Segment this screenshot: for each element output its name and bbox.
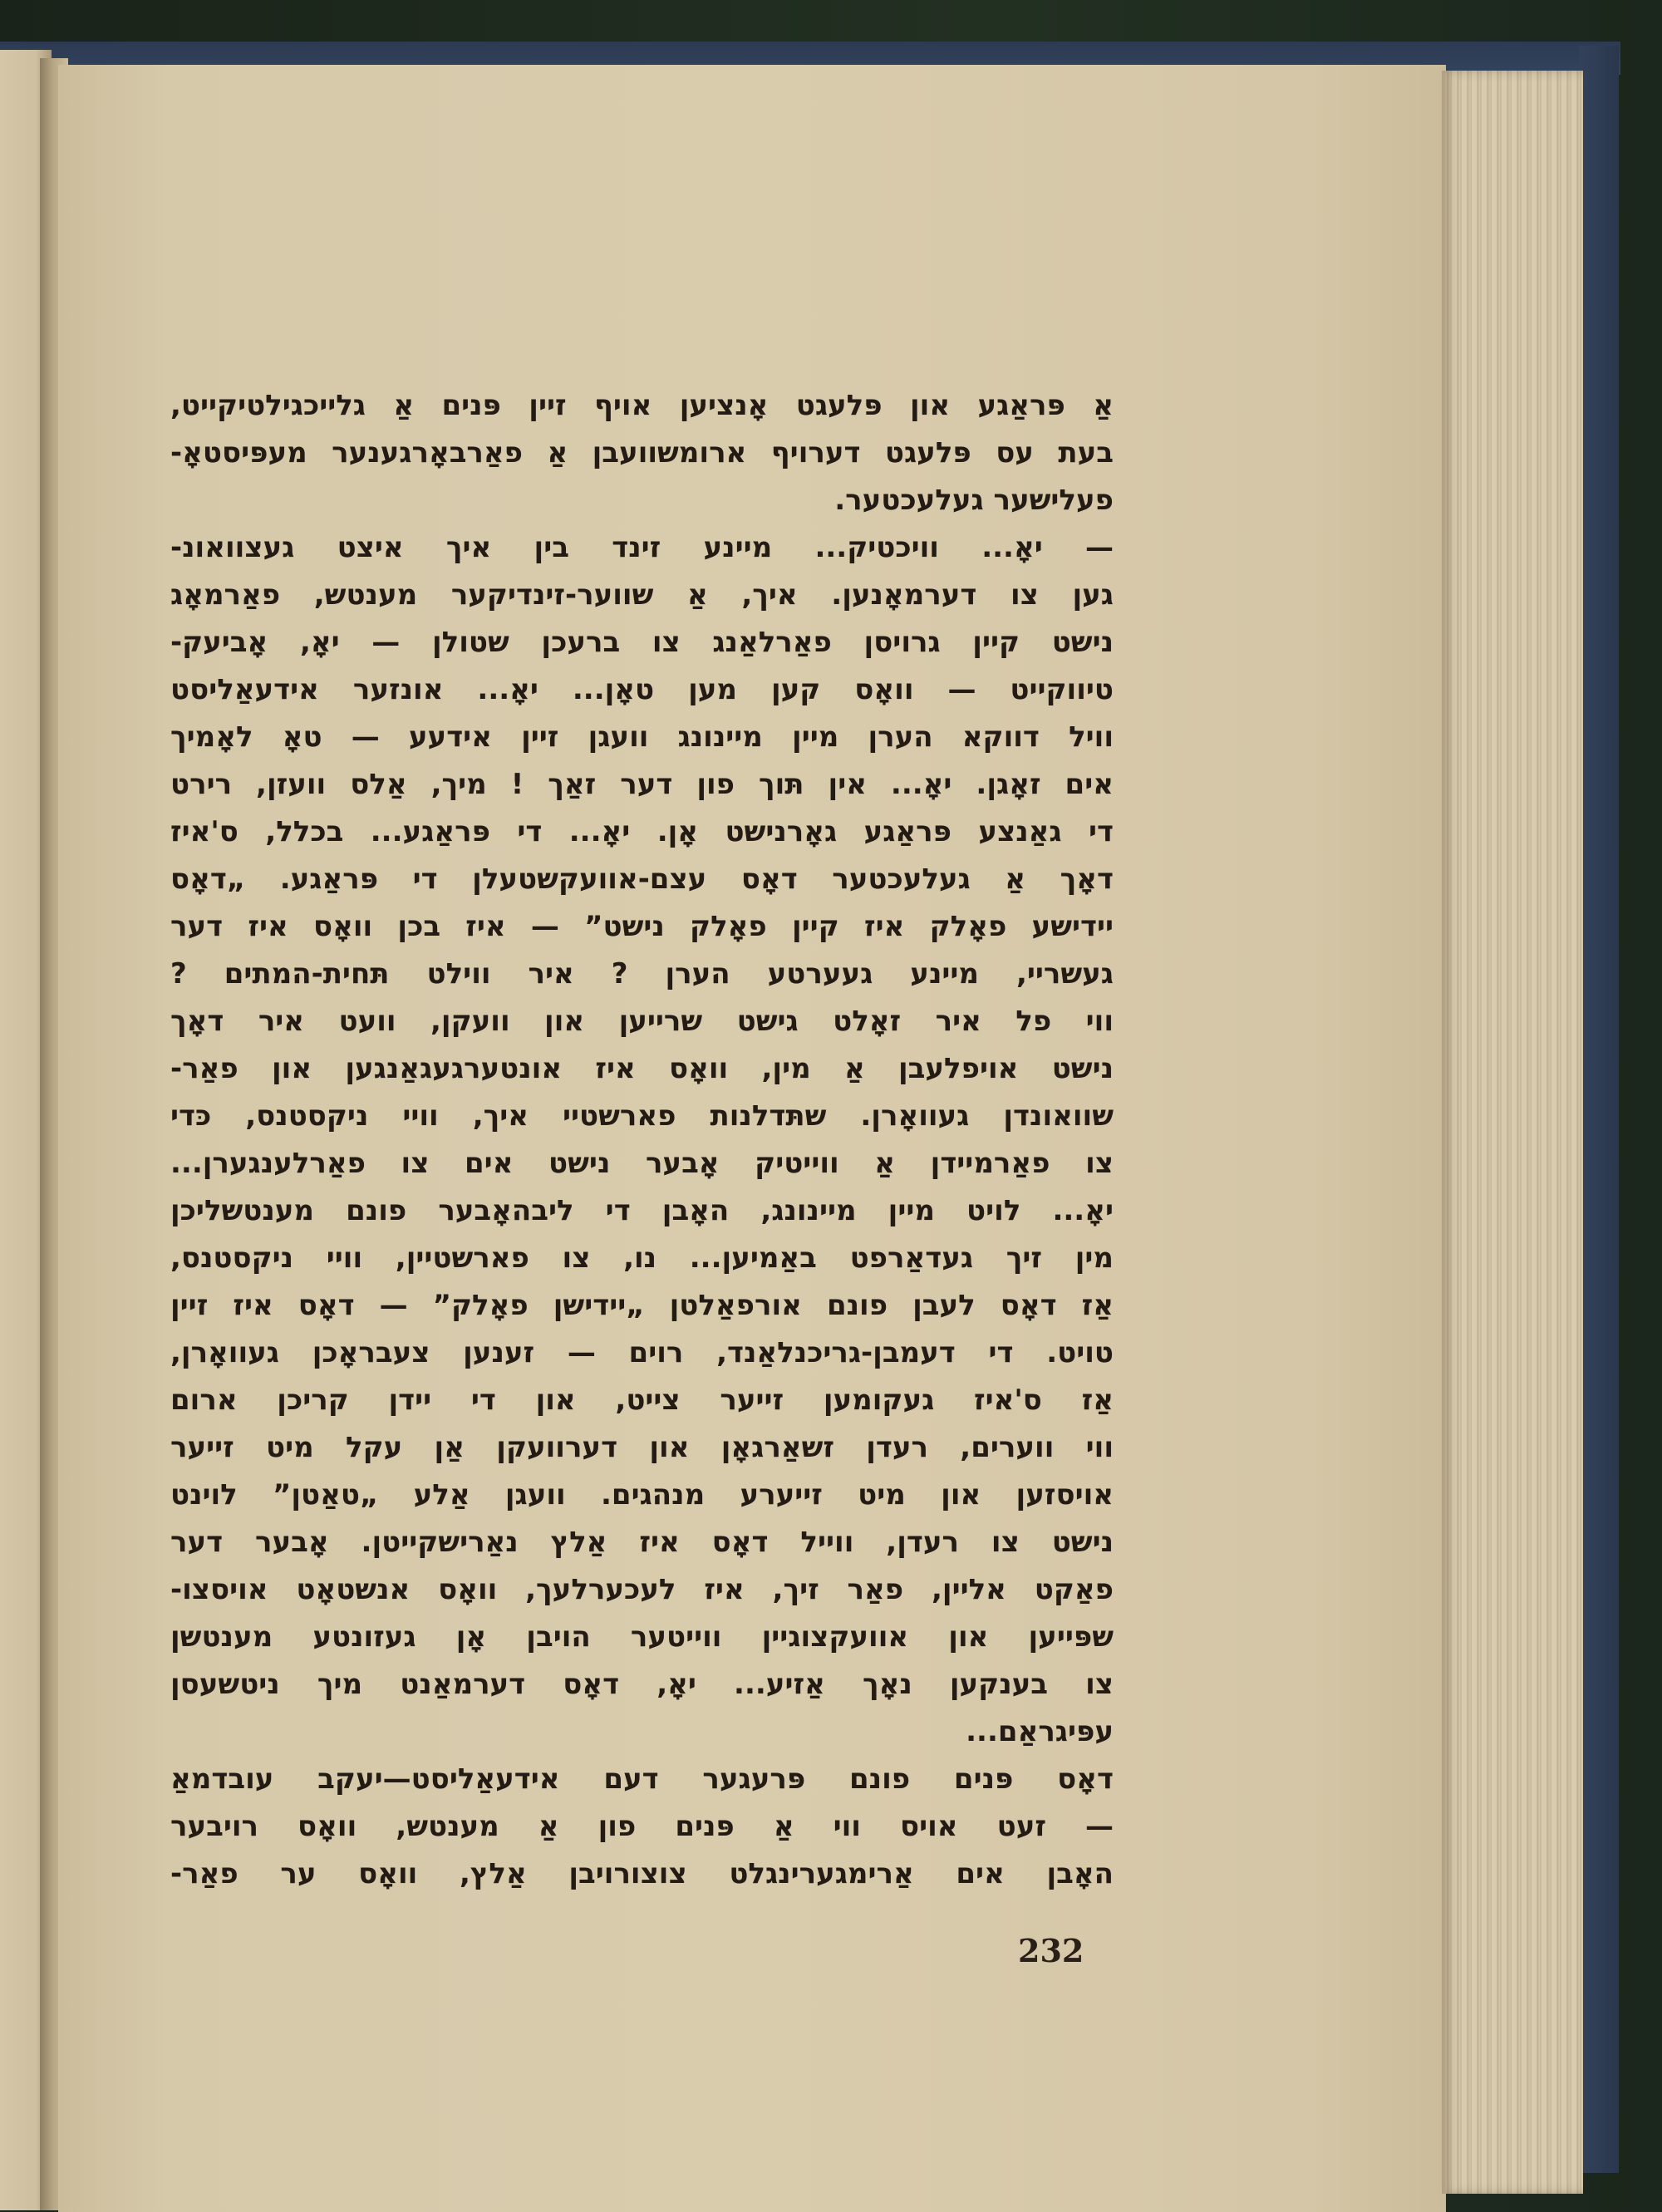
- text-line: — יאָ... וויכטיק... מיינע זינד בין איך איצט געצוואונ-: [170, 531, 1114, 564]
- text-line: אַז דאָס לעבן פונם אורפאַלטן „יידישן פאָלק” — דאָס איז זיין: [170, 1289, 1114, 1322]
- text-line: אַ פּראַגע און פּלעגט אָנציען אויף זיין פּנים אַ גלייכגילטיקייט,: [170, 389, 1114, 422]
- text-line: אים זאָגן. יאָ... אין תּוך פון דער זאַך ! מיך, אַלס וועזן, רירט: [170, 768, 1114, 801]
- text-line: דאָך אַ געלעכטער דאָס עצם-אוועקשטעלן די פּראַגע. „דאָס: [170, 863, 1114, 896]
- text-line: ווי פל איר זאָלט גישט שרייען און וועקן, וועט איר דאָך: [170, 1005, 1114, 1038]
- text-line: געשריי, מיינע געערטע הערן ? איר ווילט תּחית-המתים ?: [170, 957, 1114, 990]
- text-line: אַז ס'איז געקומען זייער צייט, און די יידן קריכן ארום: [170, 1384, 1114, 1417]
- text-line: ווי ווערים, רעדן זשאַרגאָן און דערוועקן אַן עקל מיט זייער: [170, 1431, 1114, 1464]
- text-line: האָבן אים אַרימגערינגלט צוצורויבן אַלץ, וואָס ער פאַר-: [170, 1857, 1114, 1890]
- text-line: יאָ... לויט מיין מיינונג, האָבן די ליבהאָבער פונם מענטשליכן: [170, 1194, 1114, 1227]
- text-line: אויסזען און מיט זייערע מנהגים. וועגן אַלע „טאַטן” לוינט: [170, 1478, 1114, 1512]
- text-line: נישט צו רעדן, ווייל דאָס איז אַלץ נאַרישקייטן. אָבער דער: [170, 1526, 1114, 1559]
- text-line: פאַקט אליין, פאַר זיך, איז לעכערלעך, וואָס אנשטאָט אויסצו-: [170, 1573, 1114, 1606]
- text-line: טויט. די דעמבן-גריכנלאַנד, רוים — זענען צעבראָכן געוואָרן,: [170, 1336, 1114, 1369]
- text-line: וויל דווקא הערן מיין מיינונג וועגן זיין אידעע — טאָ לאָמיך: [170, 720, 1114, 754]
- book-cover-right-edge: [1579, 46, 1619, 2173]
- text-line: נישט קיין גרויסן פאַרלאַנג צו ברעכן שטולן — יאָ, אָביעק-: [170, 626, 1114, 659]
- text-line: גען צו דערמאָנען. איך, אַ שווער-זינדיקער מענטש, פאַרמאָג: [170, 578, 1114, 612]
- text-line: דאָס פּנים פונם פּרעגער דעם אידעאַליסט—יעקב עובדמאַ: [170, 1762, 1114, 1796]
- text-line: מין זיך געדאַרפט באַמיען... נו, צו פארשטיין, וויי ניקסטנס,: [170, 1241, 1114, 1275]
- page-number: 232: [1018, 1932, 1084, 1969]
- text-line: שפּייען און אוועקצוגיין ווייטער הויבן אָן געזונטע מענטשן: [170, 1620, 1114, 1654]
- text-line: צו בענקען נאָך אַזיע... יאָ, דאָס דערמאַנט מיך ניטשעסן: [170, 1668, 1114, 1701]
- text-line: בעת עס פּלעגט דערויף ארומשוועבן אַ פאַרבאָרגענער מעפּיסטאָ-: [170, 436, 1114, 469]
- page-block-edges: [1442, 71, 1583, 2194]
- text-line: די גאַנצע פּראַגע גאָרנישט אָן. יאָ... די פּראַגע... בכלל, ס'איז: [170, 815, 1114, 848]
- text-line: שוואונדן געוואָרן. שתּדלנות פארשטיי איך, וויי ניקסטנס, כּדי: [170, 1099, 1114, 1133]
- text-line: — זעט אויס ווי אַ פּנים פון אַ מענטש, וואָס רויבער: [170, 1810, 1114, 1843]
- text-line: עפּיגראַם...: [966, 1715, 1114, 1748]
- text-line: יידישע פאָלק איז קיין פאָלק נישט” — איז בכן וואָס איז דער: [170, 910, 1114, 943]
- text-line: נישט אויפלעבן אַ מין, וואָס איז אונטערגעגאַנגען און פאַר-: [170, 1052, 1114, 1085]
- text-line: טיווקייט — וואָס קען מען טאָן... יאָ... אונזער אידעאַליסט: [170, 673, 1114, 706]
- page-text: [170, 382, 1114, 1898]
- text-line: פעלישער געלעכטער.: [834, 484, 1114, 517]
- text-line: צו פאַרמיידן אַ ווייטיק אָבער נישט אים צו פאַרלענגערן...: [170, 1147, 1114, 1180]
